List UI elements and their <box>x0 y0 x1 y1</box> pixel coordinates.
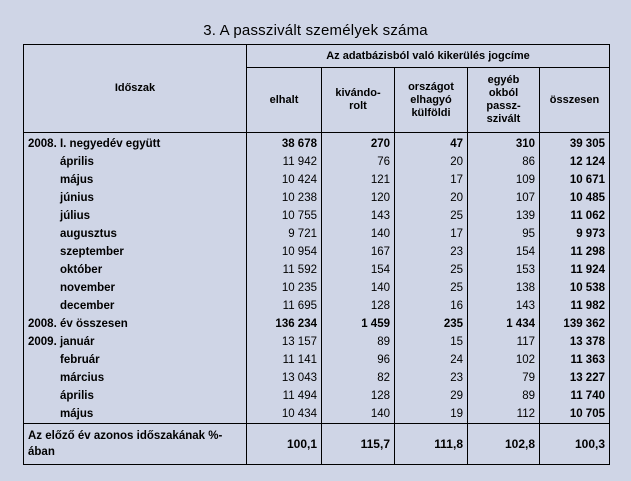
table-cell: 120 <box>322 189 395 207</box>
table-cell: 96 <box>322 351 395 369</box>
table-cell: 15 <box>395 333 468 351</box>
table-cell: 112 <box>468 405 540 424</box>
reason-group-header: Az adatbázisból való kikerülés jogcíme <box>247 45 610 68</box>
table-cell: 86 <box>468 153 540 171</box>
table-cell: 9 721 <box>247 225 322 243</box>
table-cell: 38 678 <box>247 133 322 154</box>
table-cell: 102 <box>468 351 540 369</box>
table-cell: 121 <box>322 171 395 189</box>
table-cell: 10 671 <box>540 171 610 189</box>
table-cell: 153 <box>468 261 540 279</box>
table-cell: 23 <box>395 369 468 387</box>
table-cell: 10 705 <box>540 405 610 424</box>
table-cell: 95 <box>468 225 540 243</box>
table-row <box>24 369 610 387</box>
row-label: május <box>24 405 247 424</box>
table-cell: 29 <box>395 387 468 405</box>
table-row <box>24 189 610 207</box>
table-row <box>24 243 610 261</box>
table-cell: 20 <box>395 189 468 207</box>
row-label: november <box>24 279 247 297</box>
table-cell: 270 <box>322 133 395 154</box>
table-cell: 143 <box>468 297 540 315</box>
row-label: március <box>24 369 247 387</box>
table-cell: 24 <box>395 351 468 369</box>
table-cell: 17 <box>395 225 468 243</box>
table-cell: 1 459 <box>322 315 395 333</box>
column-header: összesen <box>540 68 610 133</box>
table-row-footer <box>24 424 610 465</box>
table-cell: 23 <box>395 243 468 261</box>
column-header: egyéb okból passz- szivált <box>468 68 540 133</box>
table-cell: 25 <box>395 279 468 297</box>
footer-cell: 111,8 <box>395 424 468 465</box>
table-row <box>24 297 610 315</box>
table-row <box>24 133 610 154</box>
table-cell: 13 043 <box>247 369 322 387</box>
row-label: október <box>24 261 247 279</box>
table-cell: 82 <box>322 369 395 387</box>
footer-cell: 100,1 <box>247 424 322 465</box>
footer-cell: 102,8 <box>468 424 540 465</box>
row-label: augusztus <box>24 225 247 243</box>
column-header: elhalt <box>247 68 322 133</box>
table-cell: 107 <box>468 189 540 207</box>
table-cell: 235 <box>395 315 468 333</box>
table-cell: 128 <box>322 387 395 405</box>
table-cell: 154 <box>322 261 395 279</box>
table-cell: 11 062 <box>540 207 610 225</box>
row-label: április <box>24 153 247 171</box>
row-label: 2008. I. negyedév együtt <box>24 133 247 154</box>
table-cell: 140 <box>322 279 395 297</box>
table-cell: 25 <box>395 207 468 225</box>
table-cell: 128 <box>322 297 395 315</box>
table-cell: 20 <box>395 153 468 171</box>
table-cell: 11 363 <box>540 351 610 369</box>
table-cell: 11 740 <box>540 387 610 405</box>
table-row <box>24 171 610 189</box>
table-cell: 10 755 <box>247 207 322 225</box>
table-cell: 10 238 <box>247 189 322 207</box>
table-cell: 1 434 <box>468 315 540 333</box>
table-row <box>24 351 610 369</box>
row-label: 2008. év összesen <box>24 315 247 333</box>
table-cell: 10 485 <box>540 189 610 207</box>
table-row <box>24 261 610 279</box>
table-cell: 167 <box>322 243 395 261</box>
table-title: 3. A passzivált személyek száma <box>203 22 428 39</box>
passive-persons-table <box>23 44 610 465</box>
table-row <box>24 225 610 243</box>
table-cell: 89 <box>322 333 395 351</box>
table-cell: 10 954 <box>247 243 322 261</box>
table-row <box>24 405 610 424</box>
table-cell: 11 924 <box>540 261 610 279</box>
table-cell: 10 434 <box>247 405 322 424</box>
table-cell: 154 <box>468 243 540 261</box>
table-cell: 11 695 <box>247 297 322 315</box>
table-cell: 10 538 <box>540 279 610 297</box>
row-label: május <box>24 171 247 189</box>
table-row <box>24 207 610 225</box>
table-row <box>24 387 610 405</box>
table-cell: 9 973 <box>540 225 610 243</box>
table-cell: 16 <box>395 297 468 315</box>
table-cell: 140 <box>322 225 395 243</box>
table-cell: 39 305 <box>540 133 610 154</box>
table-cell: 310 <box>468 133 540 154</box>
table-row <box>24 279 610 297</box>
table-cell: 136 234 <box>247 315 322 333</box>
row-label: december <box>24 297 247 315</box>
table-cell: 17 <box>395 171 468 189</box>
row-label: július <box>24 207 247 225</box>
column-header: országot elhagyó külföldi <box>395 68 468 133</box>
table-cell: 10 424 <box>247 171 322 189</box>
table-cell: 140 <box>322 405 395 424</box>
footer-cell: 100,3 <box>540 424 610 465</box>
period-header: Időszak <box>24 45 247 133</box>
table-cell: 19 <box>395 405 468 424</box>
table-cell: 109 <box>468 171 540 189</box>
table-cell: 25 <box>395 261 468 279</box>
table-cell: 11 298 <box>540 243 610 261</box>
row-label: április <box>24 387 247 405</box>
footer-label: Az előző év azonos időszakának %-ában <box>24 424 247 465</box>
table-cell: 138 <box>468 279 540 297</box>
row-label: 2009. január <box>24 333 247 351</box>
table-cell: 11 592 <box>247 261 322 279</box>
table-cell: 13 227 <box>540 369 610 387</box>
row-label: szeptember <box>24 243 247 261</box>
footer-cell: 115,7 <box>322 424 395 465</box>
table-cell: 13 378 <box>540 333 610 351</box>
table-cell: 47 <box>395 133 468 154</box>
table-cell: 79 <box>468 369 540 387</box>
table-cell: 13 157 <box>247 333 322 351</box>
table-cell: 11 942 <box>247 153 322 171</box>
table-cell: 11 982 <box>540 297 610 315</box>
table-cell: 143 <box>322 207 395 225</box>
table-row <box>24 153 610 171</box>
table-row <box>24 333 610 351</box>
column-header: kivándo- rolt <box>322 68 395 133</box>
table-row <box>24 315 610 333</box>
table-cell: 89 <box>468 387 540 405</box>
table-cell: 11 141 <box>247 351 322 369</box>
table-cell: 10 235 <box>247 279 322 297</box>
table-cell: 117 <box>468 333 540 351</box>
row-label: február <box>24 351 247 369</box>
table-cell: 139 <box>468 207 540 225</box>
table-cell: 11 494 <box>247 387 322 405</box>
table-cell: 12 124 <box>540 153 610 171</box>
table-cell: 76 <box>322 153 395 171</box>
table-cell: 139 362 <box>540 315 610 333</box>
row-label: június <box>24 189 247 207</box>
